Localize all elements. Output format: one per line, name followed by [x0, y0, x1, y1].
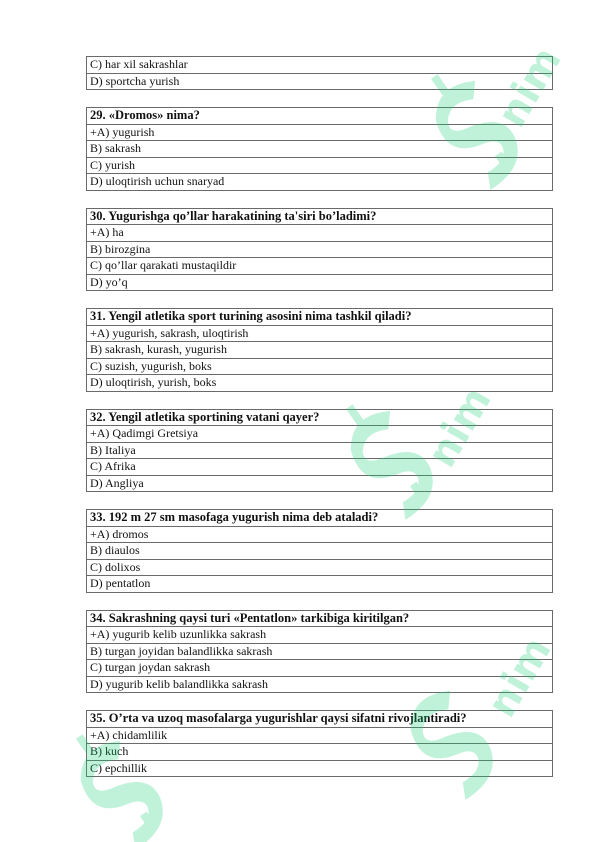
answer-option: B) kuch — [87, 744, 553, 761]
answer-option: D) pentatlon — [87, 576, 553, 593]
answer-option: +A) yugurib kelib uzunlikka sakrash — [87, 627, 553, 644]
question-block — [86, 308, 553, 392]
answer-option: C) har xil sakrashlar — [87, 57, 553, 74]
question-text: 30. Yugurishga qo’llar harakatining ta'siri bo’ladimi? — [87, 208, 553, 225]
svg-text:nim: nim — [488, 39, 571, 135]
answer-option: B) sakrash — [87, 141, 553, 158]
question-block — [86, 610, 553, 694]
question-block — [86, 56, 553, 90]
answer-option: C) turgan joydan sakrash — [87, 660, 553, 677]
answer-option: C) qo’llar qarakati mustaqildir — [87, 258, 553, 275]
answer-option: B) sakrash, kurash, yugurish — [87, 342, 553, 359]
answer-option: B) birozgina — [87, 241, 553, 258]
question-block — [86, 208, 553, 292]
svg-text:nim: nim — [418, 379, 501, 475]
answer-option: C) suzish, yugurish, boks — [87, 358, 553, 375]
answer-option: C) dolixos — [87, 559, 553, 576]
answer-option: D) uloqtirish, yurish, boks — [87, 375, 553, 392]
answer-option: D) uloqtirish uchun snaryad — [87, 174, 553, 191]
answer-option: +A) Qadimgi Gretsiya — [87, 426, 553, 443]
svg-text:nim: nim — [478, 629, 561, 725]
question-block — [86, 107, 553, 191]
question-text: 31. Yengil atletika sport turining asosini nima tashkil qiladi? — [87, 309, 553, 326]
answer-option: +A) yugurish, sakrash, uloqtirish — [87, 325, 553, 342]
answer-option: D) yugurib kelib balandlikka sakrash — [87, 676, 553, 693]
answer-option: C) Afrika — [87, 459, 553, 476]
question-block — [86, 710, 553, 777]
answer-option: +A) yugurish — [87, 124, 553, 141]
answer-option: C) yurish — [87, 157, 553, 174]
quiz-content — [86, 56, 553, 777]
answer-option: B) Italiya — [87, 442, 553, 459]
question-text: 35. O’rta va uzoq masofalarga yugurishlar qaysi sifatni rivojlantiradi? — [87, 711, 553, 728]
question-block — [86, 409, 553, 493]
answer-row — [87, 57, 553, 74]
question-text: 33. 192 m 27 sm masofaga yugurish nima deb ataladi? — [87, 510, 553, 527]
answer-option: D) sportcha yurish — [87, 73, 553, 90]
answer-option: B) diaulos — [87, 543, 553, 560]
answer-option: D) yo’q — [87, 274, 553, 291]
answer-option: B) turgan joyidan balandlikka sakrash — [87, 643, 553, 660]
answer-option: +A) chidamlilik — [87, 727, 553, 744]
question-block — [86, 509, 553, 593]
answer-option: +A) ha — [87, 225, 553, 242]
answer-option: +A) dromos — [87, 526, 553, 543]
question-text: 29. «Dromos» nima? — [87, 108, 553, 125]
answer-option: D) Angliya — [87, 475, 553, 492]
question-text: 32. Yengil atletika sportining vatani qayer? — [87, 409, 553, 426]
answer-row — [87, 73, 553, 90]
answer-option: C) epchillik — [87, 760, 553, 777]
question-text: 34. Sakrashning qaysi turi «Pentatlon» tarkibiga kiritilgan? — [87, 610, 553, 627]
